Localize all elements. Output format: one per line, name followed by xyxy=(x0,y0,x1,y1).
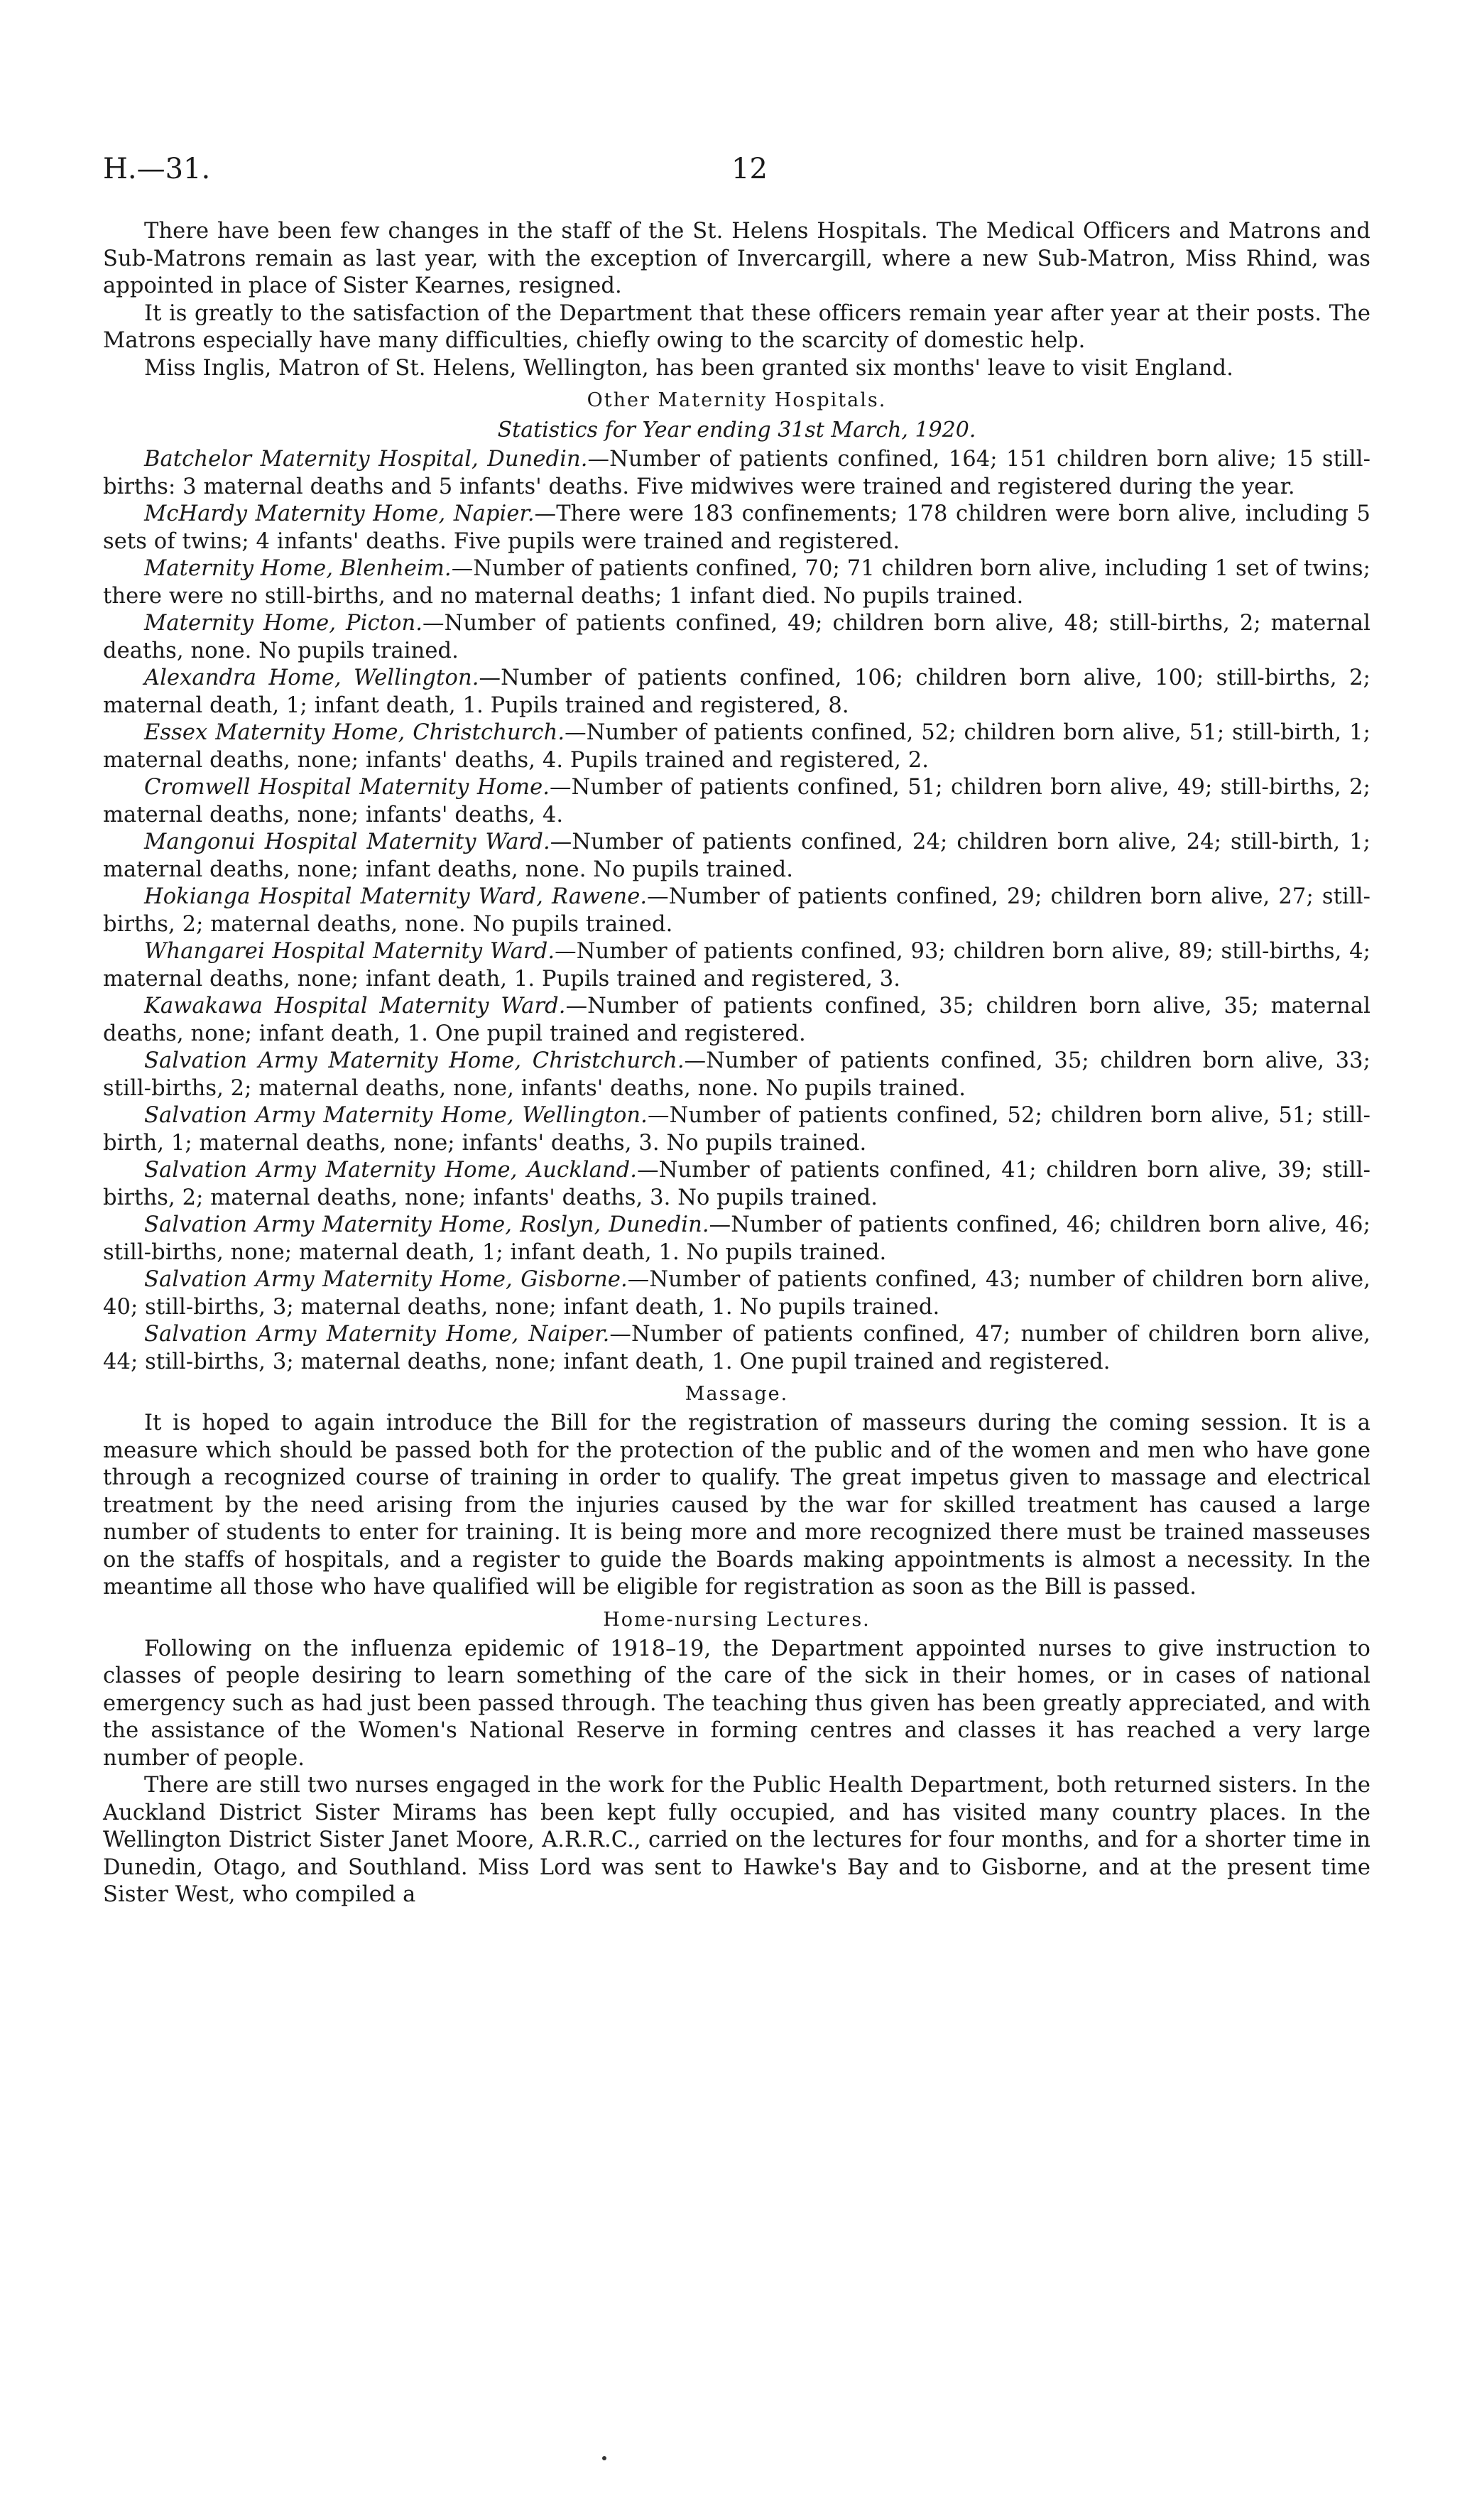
entry-statistics: —Number of patients confined, 70; 71 children born alive, including 1 set of twins; there were no still-births, and no maternal deaths; 1 infant died. No pupils trained. xyxy=(103,556,1370,609)
maternity-entry xyxy=(103,993,1370,1048)
section-heading-home-nursing: Home-nursing Lectures. xyxy=(603,1608,871,1631)
institution-name: Salvation Army Maternity Home, Christchurch. xyxy=(144,1048,685,1073)
maternity-entry xyxy=(103,829,1370,884)
footer-mark xyxy=(602,2456,606,2460)
institution-name: Mangonui Hospital Maternity Ward. xyxy=(144,830,550,854)
institution-name: Whangarei Hospital Maternity Ward. xyxy=(144,939,555,964)
maternity-entry xyxy=(103,1048,1370,1102)
entry-statistics: —Number of patients confined, 46; children born alive, 46; still-births, none; maternal death, 1; infant death, 1. No pupils trained. xyxy=(103,1212,1370,1265)
maternity-entry xyxy=(103,938,1370,993)
massage-paragraph: It is hoped to again introduce the Bill for the registration of masseurs during the coming session. It is a measure which should be passed both for the protection of the public and of the women and men who have gone through a recognized course of training in order to qualify. The great impetus given to massage and electrical treatment by the need arising from the injuries caused by the war for skilled treatment has caused a large number of students to enter for training. It is being more and more recognized there must be trained masseuses on the staffs of hospitals, and a register to guide the Boards making appointments is almost a necessity. In the meantime all those who have qualified will be eligible for registration as soon as the Bill is passed. xyxy=(103,1411,1370,1600)
entry-statistics: —Number of patients confined, 49; children born alive, 48; still-births, 2; maternal deaths, none. No pupils trained. xyxy=(103,611,1370,663)
section-heading-other-maternity: Other Maternity Hospitals. xyxy=(587,389,887,411)
institution-name: Alexandra Home, Wellington. xyxy=(144,666,479,690)
entry-statistics: —Number of patients confined, 43; number of children born alive, 40; still-births, 3; maternal deaths, none; infant death, 1. No pupils trained. xyxy=(103,1267,1370,1320)
statistics-subheading: Statistics for Year ending 31st March, 1920. xyxy=(497,418,976,442)
entry-statistics: —There were 183 confinements; 178 children were born alive, including 5 sets of twins; 4 infants' deaths. Five pupils were trained and registered. xyxy=(103,501,1370,554)
entry-statistics: —Number of patients confined, 106; children born alive, 100; still-births, 2; maternal death, 1; infant death, 1. Pupils trained and registered, 8. xyxy=(103,666,1370,718)
section-heading-massage: Massage. xyxy=(685,1383,789,1405)
institution-name: Salvation Army Maternity Home, Gisborne. xyxy=(144,1267,628,1292)
maternity-entry xyxy=(103,1102,1370,1157)
document-reference: H.—31. xyxy=(103,153,211,185)
maternity-entry xyxy=(103,1212,1370,1266)
entry-statistics: —Number of patients confined, 47; number of children born alive, 44; still-births, 3; maternal deaths, none; infant death, 1. One pupil trained and registered. xyxy=(103,1322,1370,1374)
entry-statistics: —Number of patients confined, 93; children born alive, 89; still-births, 4; maternal deaths, none; infant death, 1. Pupils trained and registered, 3. xyxy=(103,939,1370,992)
entry-statistics: —Number of patients confined, 52; children born alive, 51; still-birth, 1; maternal deaths, none; infants' deaths, 3. No pupils trained. xyxy=(103,1103,1370,1156)
institution-name: Batchelor Maternity Hospital, Dunedin. xyxy=(144,447,588,472)
page-number: 12 xyxy=(731,153,768,185)
institution-name: Essex Maternity Home, Christchurch. xyxy=(144,720,565,745)
maternity-entry xyxy=(103,501,1370,555)
institution-name: Maternity Home, Blenheim. xyxy=(144,556,452,581)
maternity-entry xyxy=(103,719,1370,774)
entry-statistics: —Number of patients confined, 35; children born alive, 35; maternal deaths, none; infant death, 1. One pupil trained and registered. xyxy=(103,994,1370,1046)
page-header xyxy=(103,153,1370,202)
maternity-entry xyxy=(103,884,1370,938)
institution-name: Maternity Home, Picton. xyxy=(144,611,423,636)
institution-name: Salvation Army Maternity Home, Naiper. xyxy=(144,1322,610,1347)
maternity-entry xyxy=(103,1321,1370,1376)
institution-name: Salvation Army Maternity Home, Roslyn, Dunedin. xyxy=(144,1212,709,1237)
maternity-entries-list xyxy=(103,446,1370,1376)
institution-name: Salvation Army Maternity Home, Wellington. xyxy=(144,1103,648,1128)
maternity-entry xyxy=(103,1157,1370,1212)
intro-paragraph: Miss Inglis, Matron of St. Helens, Wellington, has been granted six months' leave to visit England. xyxy=(144,355,1233,381)
intro-paragraph: There have been few changes in the staff of the St. Helens Hospitals. The Medical Officers and Matrons and Sub-Matrons remain as last year, with the exception of Invercargill, where a new Sub-Matron, Miss Rhind, was appointed in place of Sister Kearnes, resigned. xyxy=(103,219,1370,298)
institution-name: Hokianga Hospital Maternity Ward, Rawene. xyxy=(144,884,648,909)
entry-statistics: —Number of patients confined, 35; children born alive, 33; still-births, 2; maternal deaths, none, infants' deaths, none. No pupils trained. xyxy=(103,1048,1371,1101)
institution-name: Kawakawa Hospital Maternity Ward. xyxy=(144,994,566,1019)
maternity-entry xyxy=(103,446,1370,501)
maternity-entry xyxy=(103,774,1370,829)
entry-statistics: —Number of patients confined, 41; children born alive, 39; still-births, 2; maternal deaths, none; infants' deaths, 3. No pupils trained. xyxy=(103,1158,1371,1210)
home-nursing-paragraph: There are still two nurses engaged in the work for the Public Health Department, both returned sisters. In the Auckland District Sister Mirams has been kept fully occupied, and has visited many country places. In the Wellington District Sister Janet Moore, A.R.R.C., carried on the lectures for four months, and for a shorter time in Dunedin, Otago, and Southland. Miss Lord was sent to Hawke's Bay and to Gisborne, and at the present time Sister West, who compiled a xyxy=(103,1773,1370,1907)
entry-statistics: —Number of patients confined, 51; children born alive, 49; still-births, 2; maternal deaths, none; infants' deaths, 4. xyxy=(103,775,1370,827)
maternity-entry xyxy=(103,610,1370,665)
entry-statistics: —Number of patients confined, 52; children born alive, 51; still-birth, 1; maternal deaths, none; infants' deaths, 4. Pupils trained and registered, 2. xyxy=(103,720,1371,773)
entry-statistics: —Number of patients confined, 29; children born alive, 27; still-births, 2; maternal deaths, none. No pupils trained. xyxy=(103,884,1370,937)
intro-paragraph: It is greatly to the satisfaction of the Department that these officers remain year after year at their posts. The Matrons especially have many difficulties, chiefly owing to the scarcity of domestic help. xyxy=(103,300,1370,353)
home-nursing-paragraph: Following on the influenza epidemic of 1918–19, the Department appointed nurses to give instruction to classes of people desiring to learn something of the care of the sick in their homes, or in cases of national emergency such as had just been passed through. The teaching thus given has been greatly appreciated, and with the assistance of the Women's National Reserve in forming centres and classes it has reached a very large number of people. xyxy=(103,1636,1370,1771)
institution-name: McHardy Maternity Home, Napier. xyxy=(144,501,535,526)
entry-statistics: —Number of patients confined, 164; 151 children born alive; 15 still-births: 3 maternal deaths and 5 infants' deaths. Five midwives were trained and registered during the year. xyxy=(103,447,1370,499)
entry-statistics: —Number of patients confined, 24; children born alive, 24; still-birth, 1; maternal deaths, none; infant deaths, none. No pupils trained. xyxy=(103,830,1370,882)
maternity-entry xyxy=(103,1266,1370,1321)
document-page xyxy=(103,153,1370,1909)
maternity-entry xyxy=(103,555,1370,610)
institution-name: Cromwell Hospital Maternity Home. xyxy=(144,775,550,800)
maternity-entry xyxy=(103,665,1370,719)
institution-name: Salvation Army Maternity Home, Auckland. xyxy=(144,1158,638,1183)
